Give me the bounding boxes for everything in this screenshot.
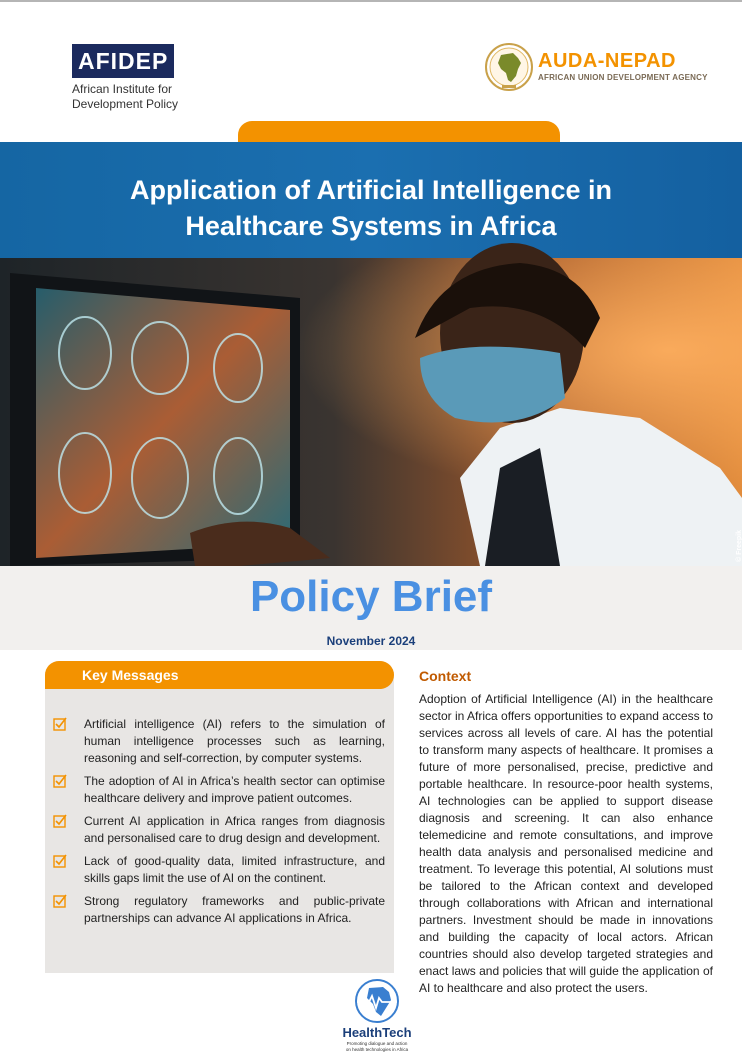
key-message-text: The adoption of AI in Africa’s health sector can optimise healthcare delivery and improve patient outcomes. bbox=[84, 774, 385, 805]
list-item bbox=[53, 853, 385, 887]
africa-map-icon bbox=[484, 42, 534, 92]
afidep-subtitle bbox=[72, 82, 192, 112]
policy-brief-title: Policy Brief bbox=[249, 572, 493, 621]
checkbox-checked-icon bbox=[53, 894, 67, 908]
key-message-text: Current AI application in Africa ranges from diagnosis and personalised care to drug design and development. bbox=[84, 814, 385, 845]
list-item bbox=[53, 813, 385, 847]
key-messages-list bbox=[53, 716, 385, 933]
auda-subtitle: AFRICAN UNION DEVELOPMENT AGENCY bbox=[538, 73, 708, 82]
list-item bbox=[53, 893, 385, 927]
afidep-subtitle-line2: Development Policy bbox=[72, 97, 179, 111]
title-line1: Application of Artificial Intelligence in bbox=[129, 175, 613, 205]
title-line2: Healthcare Systems in Africa bbox=[185, 211, 557, 241]
key-message-text: Lack of good-quality data, limited infrastructure, and skills gaps limit the use of AI on the continent. bbox=[84, 854, 385, 885]
document-title bbox=[40, 172, 702, 244]
list-item bbox=[53, 716, 385, 767]
healthtech-tagline bbox=[331, 1041, 423, 1052]
healthtech-name: HealthTech bbox=[342, 1025, 412, 1040]
heartbeat-africa-icon bbox=[331, 978, 423, 1024]
key-messages-heading: Key Messages bbox=[82, 667, 179, 683]
publication-date: November 2024 bbox=[326, 634, 416, 648]
photo-credit: © Freepik bbox=[736, 530, 743, 563]
context-body: Adoption of Artificial Intelligence (AI) in the healthcare sector in Africa offers opportunities to expand access to services across all levels of care. AI has the potential to transform many aspects of healthcare. It promises a future of more personalised, precise, predictive and portable healthcare. In resource-poor health systems, AI technologies can be applied to support disease diagnosis and screening. It can also enhance telemedicine and remote consultations, and improve health data analysis and personalised medicine and treatment. To leverage this potential, AI solutions must be tailored to the African context and developed through collaborations with African and international partners. Investment should be made in innovations and building the capacity of local actors. African countries should also develop targeted strategies and enact laws and policies that will guide the application of AI to healthcare and also protect the users. bbox=[419, 692, 713, 995]
healthtech-tagline-line1: Promoting dialogue and action bbox=[346, 1041, 408, 1046]
checkbox-checked-icon bbox=[53, 854, 67, 868]
top-border bbox=[0, 0, 742, 2]
checkbox-checked-icon bbox=[53, 814, 67, 828]
afidep-logo bbox=[72, 44, 192, 112]
checkbox-checked-icon bbox=[53, 774, 67, 788]
hero-image bbox=[0, 258, 742, 566]
healthtech-logo bbox=[331, 978, 423, 1058]
context-heading: Context bbox=[419, 668, 472, 684]
list-item bbox=[53, 773, 385, 807]
key-message-text: Strong regulatory frameworks and public-private partnerships can advance AI applications in Africa. bbox=[84, 894, 385, 925]
auda-name: AUDA-NEPAD bbox=[538, 50, 676, 72]
key-message-text: Artificial intelligence (AI) refers to the simulation of human intelligence processes such as learning, reasoning and self-correction, by computer systems. bbox=[84, 717, 385, 765]
healthtech-tagline-line2: on health technologies in Africa bbox=[345, 1046, 409, 1052]
auda-nepad-logo bbox=[484, 42, 714, 92]
afidep-subtitle-line1: African Institute for bbox=[72, 82, 173, 96]
doctor-monitor-illustration bbox=[0, 258, 742, 566]
checkbox-checked-icon bbox=[53, 717, 67, 731]
afidep-logo-text: AFIDEP bbox=[72, 44, 174, 78]
